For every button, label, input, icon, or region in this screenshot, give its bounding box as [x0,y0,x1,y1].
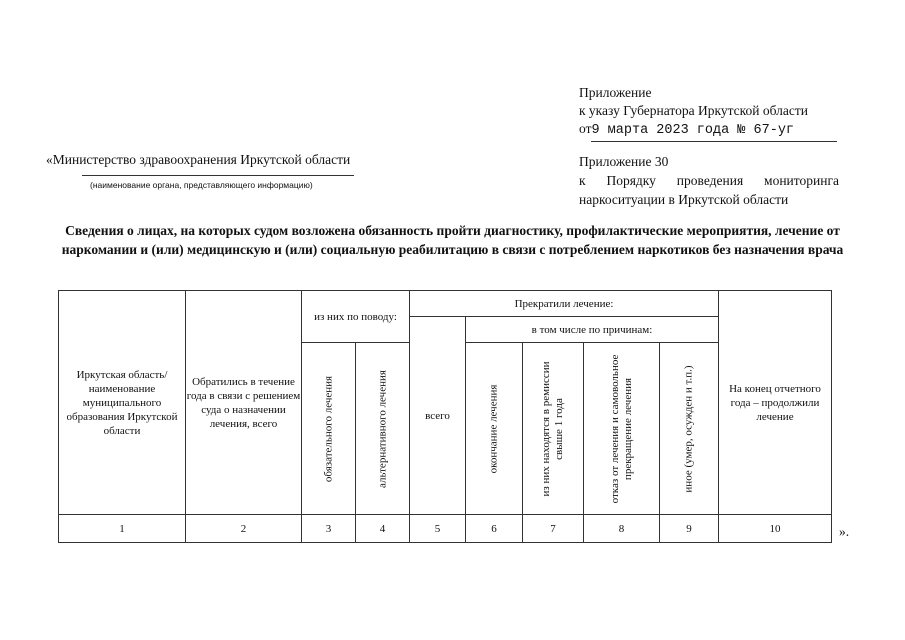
column-number: 6 [466,515,523,543]
header-reason-group: из них по поводу: [302,291,410,343]
column-number: 8 [584,515,660,543]
appendix-label: Приложение [579,85,652,100]
column-number: 10 [719,515,832,543]
header-completed [466,343,523,515]
ministry-underline [82,175,354,176]
column-number: 7 [523,515,584,543]
report-table [58,290,832,543]
appendix-date-prefix: от [579,121,592,136]
header-mandatory [302,343,356,515]
column-number: 5 [410,515,466,543]
column-number: 1 [59,515,186,543]
header-alternative-text: альтернативного лечения [376,369,388,488]
appendix30-label: Приложение 30 [579,154,669,169]
header-refusal [584,343,660,515]
header-other-text: иное (умер, осужден и т.п.) [682,364,695,493]
header-applied-total: Обратились в течение года в связи с решением суда о назначении лечения, всего [186,291,302,515]
ministry-caption: (наименование органа, представляющего информацию) [90,180,313,190]
header-continued: На конец отчетного года – продолжили лечение [719,291,832,515]
appendix30-header [579,152,839,209]
header-stopped-total: всего [410,317,466,515]
header-remission-text: из них находятся в ремиссии свыше 1 года [540,360,565,497]
closing-quote: ». [839,524,850,539]
header-region: Иркутская область/ наименование муниципального образования Иркутской области [59,291,186,515]
header-refusal-text: отказ от лечения и самовольное прекращение лечения [608,354,634,503]
appendix-date: 9 марта 2023 года № 67-уг [591,122,837,142]
ministry-name: «Министерство здравоохранения Иркутской области [46,152,351,167]
appendix-decree: к указу Губернатора Иркутской области [579,103,808,118]
appendix-header [579,84,841,142]
column-number-row [59,515,832,543]
document-title: Сведения о лицах, на которых судом возложена обязанность пройти диагностику, профилактические мероприятия, лечение от наркомании и (или) медицинскую и (или) социальную реабилитацию в связи с потреблением наркотиков без назначения врача [61,223,844,257]
column-number: 4 [356,515,410,543]
header-mandatory-text: обязательного лечения [322,375,334,482]
appendix-date-line [579,120,841,142]
header-completed-text: окончание лечения [487,384,500,473]
header-stopped-group: Прекратили лечение: [410,291,719,317]
header-remission [523,343,584,515]
header-causes-group: в том числе по причинам: [466,317,719,343]
appendix30-procedure: к Порядку проведения мониторинга наркоситуации в Иркутской области [579,173,839,207]
header-other [660,343,719,515]
column-number: 3 [302,515,356,543]
column-number: 2 [186,515,302,543]
column-number: 9 [660,515,719,543]
header-alternative [356,343,410,515]
